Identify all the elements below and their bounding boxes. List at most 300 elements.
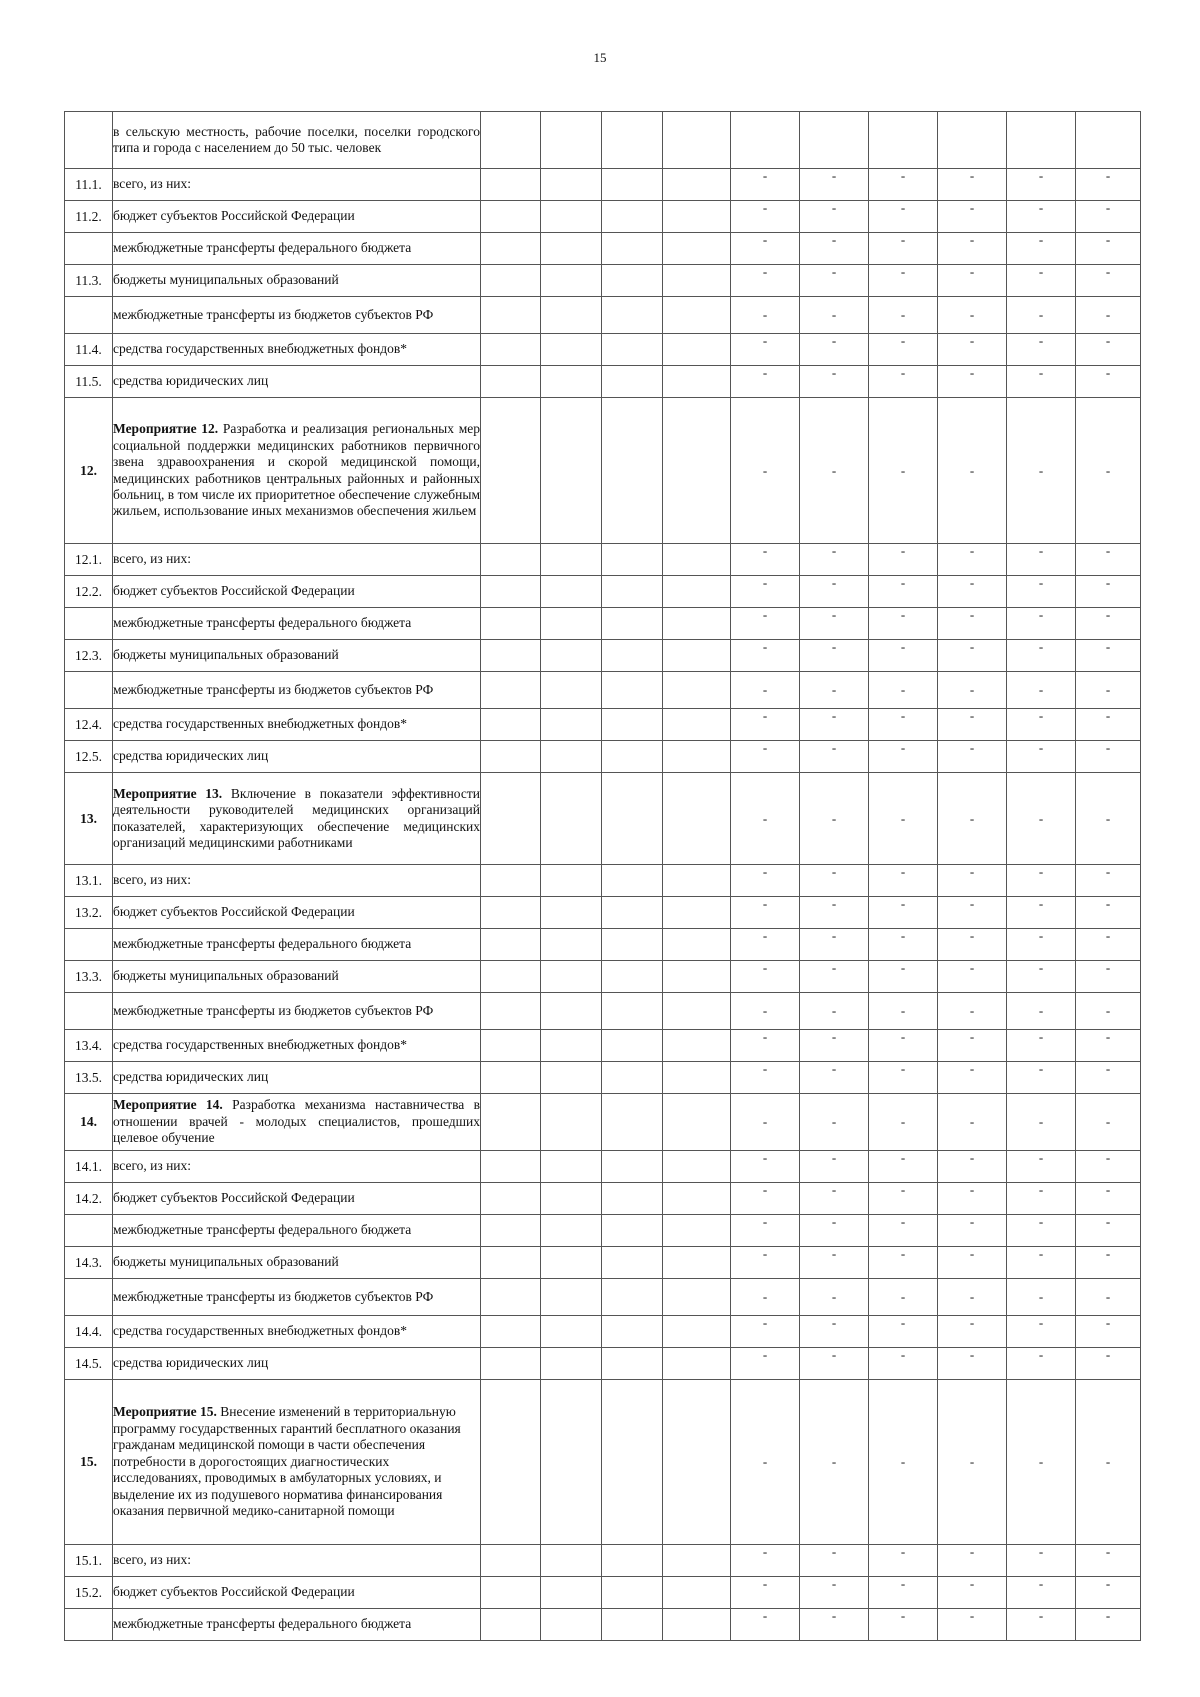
value-text: - (1038, 707, 1044, 723)
value-text: - (969, 462, 975, 478)
value-text: - (900, 1607, 906, 1623)
value-cell (731, 640, 800, 672)
value-text: - (900, 1028, 906, 1044)
value-cell (1076, 640, 1141, 672)
value-text: - (1038, 1575, 1044, 1591)
value-cell (800, 961, 869, 993)
value-cell (1076, 993, 1141, 1030)
empty-cell (481, 1316, 541, 1348)
empty-cell (602, 865, 663, 897)
row-number (65, 929, 113, 961)
value-cell (1007, 366, 1076, 398)
empty-cell (481, 112, 541, 169)
value-cell (800, 1609, 869, 1641)
row-label-text: средства государственных внебюджетных фондов* (113, 341, 407, 357)
empty-cell (602, 897, 663, 929)
empty-cell (602, 398, 663, 544)
value-cell (800, 929, 869, 961)
value-text: - (1105, 895, 1111, 911)
value-cell (1007, 544, 1076, 576)
value-cell (869, 865, 938, 897)
empty-cell (541, 169, 602, 201)
empty-cell (541, 961, 602, 993)
value-cell (1076, 1030, 1141, 1062)
value-cell (1076, 1215, 1141, 1247)
value-cell (800, 233, 869, 265)
value-cell (800, 897, 869, 929)
row-label-text: всего, из них: (113, 176, 192, 192)
value-text: - (762, 682, 768, 697)
value-cell (869, 1316, 938, 1348)
empty-cell (602, 1247, 663, 1279)
value-cell (731, 1062, 800, 1094)
value-text: - (969, 1543, 975, 1559)
value-cell (938, 741, 1007, 773)
value-cell (869, 1545, 938, 1577)
value-cell (1076, 961, 1141, 993)
value-text: - (1105, 1245, 1111, 1261)
row-number (65, 233, 113, 265)
empty-cell (602, 672, 663, 709)
value-text: - (969, 682, 975, 697)
value-cell (1007, 993, 1076, 1030)
value-cell (1076, 1577, 1141, 1609)
row-number: 13.2. (65, 897, 113, 929)
value-cell (731, 1348, 800, 1380)
value-cell (869, 1151, 938, 1183)
value-text: - (831, 1575, 837, 1591)
row-number: 15.1. (65, 1545, 113, 1577)
value-text: - (1038, 263, 1044, 279)
value-cell (731, 366, 800, 398)
empty-cell (602, 265, 663, 297)
value-cell (1076, 1062, 1141, 1094)
value-cell (869, 1183, 938, 1215)
value-cell (731, 297, 800, 334)
value-text: - (1038, 1245, 1044, 1261)
value-text: - (1038, 895, 1044, 911)
value-text: - (762, 707, 768, 723)
empty-cell (663, 897, 731, 929)
value-cell (1007, 1348, 1076, 1380)
value-text: - (1038, 167, 1044, 183)
value-cell (1007, 672, 1076, 709)
empty-cell (663, 201, 731, 233)
value-cell (800, 1279, 869, 1316)
value-cell (938, 709, 1007, 741)
empty-cell (602, 1151, 663, 1183)
value-text: - (831, 895, 837, 911)
row-label-text: межбюджетные трансферты федерального бюджета (113, 240, 412, 256)
value-cell (800, 773, 869, 865)
value-cell (1076, 1348, 1141, 1380)
value-cell (1007, 169, 1076, 201)
value-text: - (969, 307, 975, 322)
value-cell (1007, 112, 1076, 169)
value-text: - (762, 959, 768, 975)
row-number (65, 112, 113, 169)
row-label (113, 709, 481, 741)
value-cell (731, 1030, 800, 1062)
value-text: - (1105, 959, 1111, 975)
value-text: - (969, 606, 975, 622)
value-text: - (900, 959, 906, 975)
value-text: - (1105, 810, 1111, 826)
value-text: - (969, 1149, 975, 1165)
value-text: - (831, 1454, 837, 1469)
value-text: - (1038, 332, 1044, 348)
value-cell (938, 1030, 1007, 1062)
value-cell (731, 672, 800, 709)
value-cell (800, 265, 869, 297)
empty-cell (663, 1348, 731, 1380)
value-text: - (831, 707, 837, 723)
value-text: - (969, 1181, 975, 1197)
table-row (65, 576, 1141, 608)
value-cell (1007, 897, 1076, 929)
table-row (65, 1151, 1141, 1183)
empty-cell (663, 1380, 731, 1545)
value-cell (1007, 961, 1076, 993)
row-label (113, 544, 481, 576)
value-text: - (762, 810, 768, 826)
empty-cell (663, 741, 731, 773)
value-cell (731, 112, 800, 169)
value-cell (1007, 741, 1076, 773)
empty-cell (663, 865, 731, 897)
row-label-text: всего, из них: (113, 1158, 192, 1174)
value-cell (800, 201, 869, 233)
value-cell (869, 544, 938, 576)
value-cell (731, 1183, 800, 1215)
value-text: - (900, 682, 906, 697)
value-cell (731, 201, 800, 233)
table-row (65, 897, 1141, 929)
row-label-text: средства юридических лиц (113, 373, 269, 389)
empty-cell (541, 544, 602, 576)
value-cell (1076, 897, 1141, 929)
value-cell (1076, 544, 1141, 576)
empty-cell (481, 366, 541, 398)
value-text: - (1038, 574, 1044, 590)
value-text: - (831, 927, 837, 943)
row-label-text: в сельскую местность, рабочие поселки, поселки городского типа и города с населением до 50 тыс. человек (113, 123, 480, 155)
value-cell (731, 398, 800, 544)
empty-cell (663, 929, 731, 961)
value-cell (938, 961, 1007, 993)
value-text: - (969, 1314, 975, 1330)
empty-cell (602, 1183, 663, 1215)
row-label (113, 1545, 481, 1577)
value-cell (1076, 741, 1141, 773)
empty-cell (541, 640, 602, 672)
value-text: - (762, 739, 768, 755)
value-text: - (762, 199, 768, 215)
value-text: - (969, 1346, 975, 1362)
row-label-text: бюджет субъектов Российской Федерации (113, 1584, 355, 1600)
row-label (113, 741, 481, 773)
empty-cell (541, 297, 602, 334)
value-text: - (1038, 1060, 1044, 1076)
empty-cell (663, 1062, 731, 1094)
value-cell (869, 672, 938, 709)
row-label (113, 334, 481, 366)
empty-cell (663, 366, 731, 398)
value-cell (731, 233, 800, 265)
value-text: - (969, 1245, 975, 1261)
table-row (65, 1316, 1141, 1348)
value-cell (1007, 1316, 1076, 1348)
row-label-text: бюджеты муниципальных образований (113, 272, 339, 288)
value-cell (731, 1094, 800, 1151)
value-text: - (762, 927, 768, 943)
empty-cell (602, 576, 663, 608)
empty-cell (602, 112, 663, 169)
value-text: - (900, 863, 906, 879)
value-cell (800, 544, 869, 576)
empty-cell (541, 201, 602, 233)
value-cell (869, 334, 938, 366)
value-cell (1076, 1380, 1141, 1545)
row-number: 11.2. (65, 201, 113, 233)
table-body (65, 112, 1141, 1641)
value-cell (869, 169, 938, 201)
value-text: - (1038, 1607, 1044, 1623)
empty-cell (541, 741, 602, 773)
empty-cell (481, 544, 541, 576)
empty-cell (602, 1094, 663, 1151)
row-number (65, 993, 113, 1030)
empty-cell (541, 1030, 602, 1062)
value-cell (1076, 1094, 1141, 1151)
financing-table (64, 111, 1141, 1641)
empty-cell (602, 961, 663, 993)
value-text: - (831, 332, 837, 348)
value-text: - (1038, 1289, 1044, 1304)
value-cell (938, 265, 1007, 297)
value-text: - (1105, 332, 1111, 348)
empty-cell (541, 897, 602, 929)
row-label-text: бюджет субъектов Российской Федерации (113, 208, 355, 224)
value-text: - (831, 307, 837, 322)
value-cell (731, 169, 800, 201)
value-cell (800, 169, 869, 201)
row-number: 11.1. (65, 169, 113, 201)
empty-cell (663, 640, 731, 672)
row-number: 15.2. (65, 1577, 113, 1609)
empty-cell (481, 640, 541, 672)
value-cell (731, 1380, 800, 1545)
empty-cell (602, 1215, 663, 1247)
value-text: - (1105, 1314, 1111, 1330)
empty-cell (602, 640, 663, 672)
value-cell (938, 544, 1007, 576)
empty-cell (663, 334, 731, 366)
value-cell (869, 1577, 938, 1609)
row-number: 12.3. (65, 640, 113, 672)
row-label (113, 865, 481, 897)
value-text: - (1105, 462, 1111, 478)
value-cell (1076, 334, 1141, 366)
value-cell (869, 1279, 938, 1316)
value-cell (869, 1030, 938, 1062)
value-text: - (900, 1346, 906, 1362)
empty-cell (541, 1577, 602, 1609)
empty-cell (602, 1062, 663, 1094)
value-text: - (900, 707, 906, 723)
value-text: - (1038, 1149, 1044, 1165)
value-cell (938, 1062, 1007, 1094)
value-text: - (900, 574, 906, 590)
value-text: - (831, 1346, 837, 1362)
empty-cell (481, 1151, 541, 1183)
row-number: 14.4. (65, 1316, 113, 1348)
value-cell (938, 1545, 1007, 1577)
value-text: - (900, 307, 906, 322)
empty-cell (663, 672, 731, 709)
row-number: 12.4. (65, 709, 113, 741)
table-row (65, 544, 1141, 576)
row-label-text: межбюджетные трансферты из бюджетов субъектов РФ (113, 681, 434, 697)
value-text: - (762, 895, 768, 911)
empty-cell (663, 961, 731, 993)
value-cell (938, 1279, 1007, 1316)
value-text: - (1038, 638, 1044, 654)
row-label-text: средства государственных внебюджетных фондов* (113, 1037, 407, 1053)
value-cell (1007, 865, 1076, 897)
value-text: - (831, 1003, 837, 1018)
row-number (65, 1609, 113, 1641)
value-text: - (969, 863, 975, 879)
page-number: 15 (593, 50, 607, 65)
value-cell (869, 1062, 938, 1094)
value-text: - (900, 895, 906, 911)
empty-cell (481, 265, 541, 297)
empty-cell (541, 112, 602, 169)
value-text: - (831, 1289, 837, 1304)
table-row (65, 1545, 1141, 1577)
value-text: - (831, 863, 837, 879)
row-label (113, 233, 481, 265)
row-number (65, 672, 113, 709)
value-text: - (1038, 682, 1044, 697)
table-row (65, 297, 1141, 334)
value-text: - (969, 1003, 975, 1018)
value-cell (869, 297, 938, 334)
value-cell (1076, 1247, 1141, 1279)
row-label (113, 608, 481, 640)
value-text: - (1105, 638, 1111, 654)
value-text: - (1038, 231, 1044, 247)
row-label (113, 929, 481, 961)
empty-cell (663, 1247, 731, 1279)
value-cell (1007, 1215, 1076, 1247)
value-text: - (762, 542, 768, 558)
value-cell (869, 773, 938, 865)
value-text: - (831, 1607, 837, 1623)
value-cell (800, 1247, 869, 1279)
row-label (113, 366, 481, 398)
value-cell (869, 112, 938, 169)
value-text: - (762, 1289, 768, 1304)
table-row (65, 865, 1141, 897)
value-cell (1076, 398, 1141, 544)
value-text: - (1038, 606, 1044, 622)
row-label-text: бюджеты муниципальных образований (113, 968, 339, 984)
row-label-text: межбюджетные трансферты федерального бюджета (113, 1222, 412, 1238)
value-text: - (900, 1314, 906, 1330)
value-cell (938, 1380, 1007, 1545)
value-cell (1076, 1183, 1141, 1215)
value-cell (731, 544, 800, 576)
empty-cell (602, 201, 663, 233)
row-label-text: средства юридических лиц (113, 748, 269, 764)
empty-cell (663, 1151, 731, 1183)
empty-cell (481, 961, 541, 993)
row-label (113, 201, 481, 233)
table-row (65, 1183, 1141, 1215)
value-text: - (762, 1114, 768, 1129)
value-cell (1007, 1062, 1076, 1094)
value-cell (731, 929, 800, 961)
value-text: - (900, 1003, 906, 1018)
value-cell (869, 201, 938, 233)
value-text: - (831, 199, 837, 215)
row-label-text: средства юридических лиц (113, 1069, 269, 1085)
value-text: - (762, 606, 768, 622)
value-text: - (762, 364, 768, 380)
value-text: - (1105, 739, 1111, 755)
value-cell (731, 265, 800, 297)
row-label-text: межбюджетные трансферты из бюджетов субъектов РФ (113, 306, 434, 322)
value-cell (800, 993, 869, 1030)
value-text: - (831, 167, 837, 183)
value-text: - (969, 1028, 975, 1044)
empty-cell (602, 1316, 663, 1348)
row-label (113, 1030, 481, 1062)
empty-cell (663, 1094, 731, 1151)
measure-title: Мероприятие 13. (113, 785, 223, 801)
empty-cell (481, 1030, 541, 1062)
value-cell (800, 1030, 869, 1062)
value-text: - (1038, 959, 1044, 975)
value-cell (869, 961, 938, 993)
row-number (65, 297, 113, 334)
empty-cell (602, 773, 663, 865)
table-row (65, 709, 1141, 741)
value-text: - (969, 1213, 975, 1229)
value-text: - (900, 231, 906, 247)
value-cell (800, 1151, 869, 1183)
value-text: - (1038, 542, 1044, 558)
value-cell (938, 112, 1007, 169)
table-row (65, 773, 1141, 865)
value-cell (1076, 1545, 1141, 1577)
empty-cell (663, 1316, 731, 1348)
empty-cell (602, 1577, 663, 1609)
value-text: - (831, 1149, 837, 1165)
value-text: - (831, 263, 837, 279)
row-number: 15. (65, 1380, 113, 1545)
value-cell (731, 1577, 800, 1609)
row-label (113, 576, 481, 608)
row-label (113, 1279, 481, 1316)
empty-cell (602, 929, 663, 961)
value-text: - (900, 263, 906, 279)
table-row (65, 1030, 1141, 1062)
value-cell (869, 640, 938, 672)
value-cell (1007, 265, 1076, 297)
